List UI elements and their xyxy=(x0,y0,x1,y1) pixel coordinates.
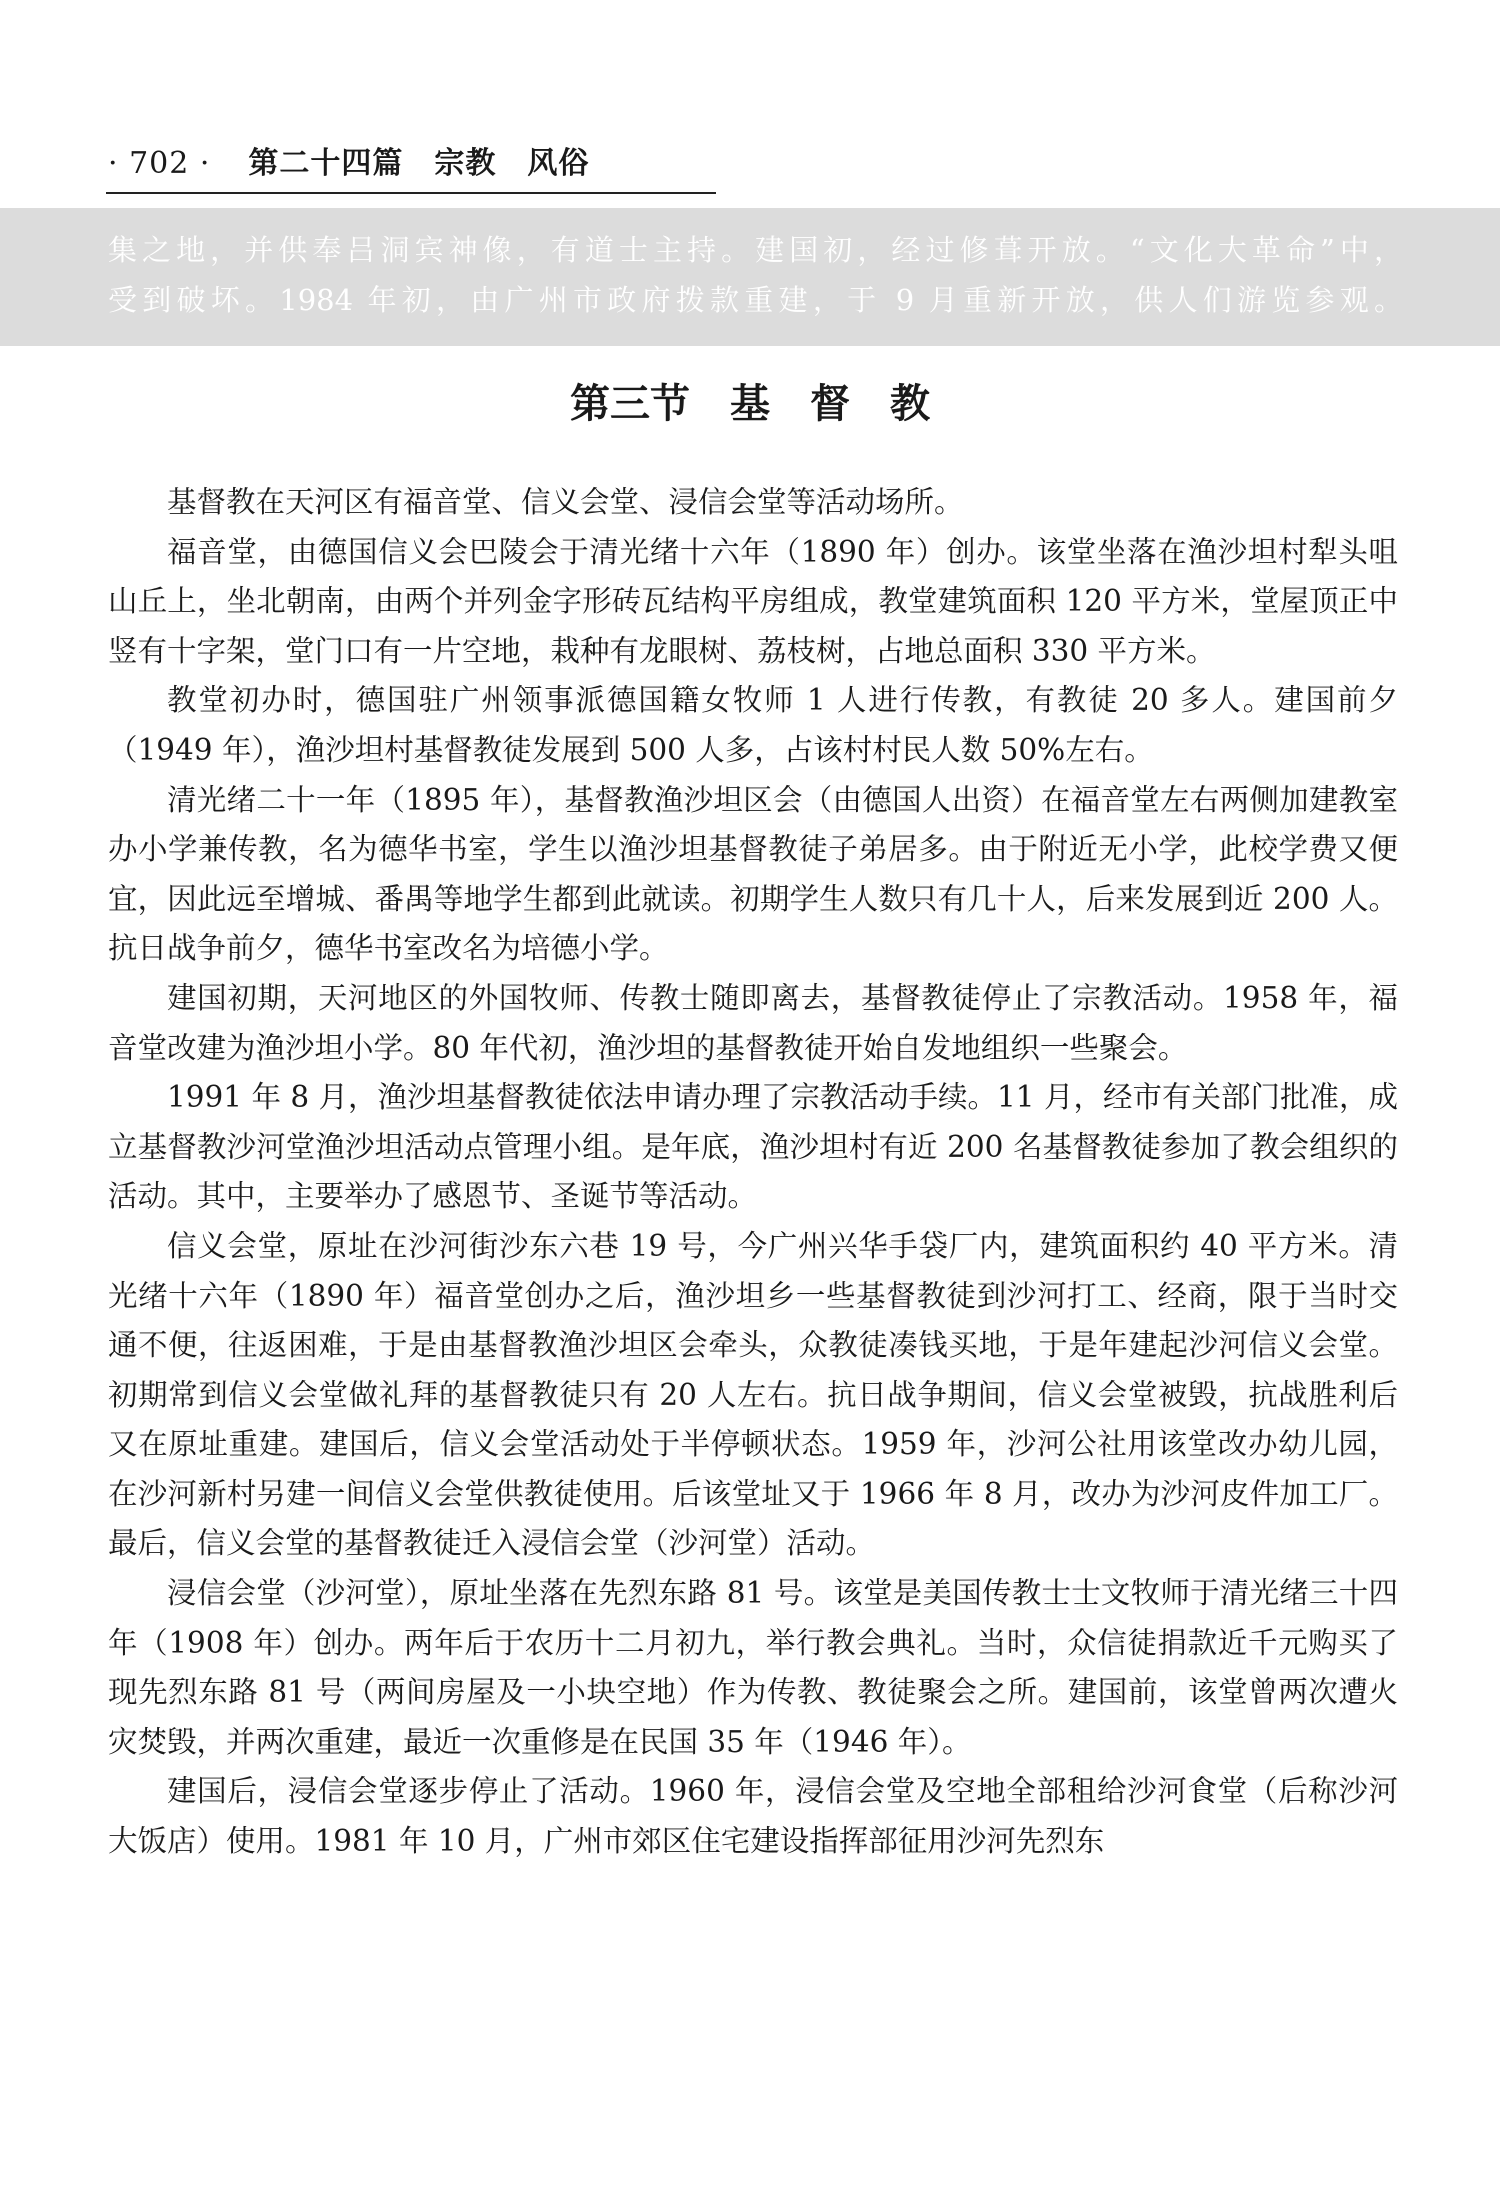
paragraph: 1991 年 8 月，渔沙坦基督教徒依法申请办理了宗教活动手续。11 月，经市有关部门批准，成立基督教沙河堂渔沙坦活动点管理小组。是年底，渔沙坦村有近 200 名基督教徒参加了教会组织的活动。其中，主要举办了感恩节、圣诞节等活动。 xyxy=(108,1080,1398,1214)
excerpt-line: 集之地，并供奉吕洞宾神像，有道士主持。建国初，经过修葺开放。“文化大革命”中， xyxy=(108,233,1403,267)
section-title: 第三节 基 督 教 xyxy=(570,381,930,427)
paragraph: 教堂初办时，德国驻广州领事派德国籍女牧师 1 人进行传教，有教徒 20 多人。建国前夕（1949 年），渔沙坦村基督教徒发展到 500 人多，占该村村民人数 50%左右。 xyxy=(108,683,1398,767)
excerpt-line: 受到破坏。1984 年初，由广州市政府拨款重建，于 9 月重新开放，供人们游览参观。 xyxy=(108,283,1403,317)
previous-section-excerpt xyxy=(0,208,1500,346)
paragraph: 浸信会堂（沙河堂），原址坐落在先烈东路 81 号。该堂是美国传教士士文牧师于清光绪三十四年（1908 年）创办。两年后于农历十二月初九，举行教会典礼。当时，众信徒捐款近千元购买了现先烈东路 81 号（两间房屋及一小块空地）作为传教、教徒聚会之所。建国前，该堂曾两次遭火灾焚毁，并两次重建，最近一次重修是在民国 35 年（1946 年）。 xyxy=(108,1576,1398,1759)
page-number: · 702 · xyxy=(108,146,211,181)
body-text xyxy=(108,478,1398,1867)
header-rule xyxy=(106,192,716,194)
paragraph: 信义会堂，原址在沙河街沙东六巷 19 号，今广州兴华手袋厂内，建筑面积约 40 平方米。清光绪十六年（1890 年）福音堂创办之后，渔沙坦乡一些基督教徒到沙河打工、经商，限于当时交通不便，往返困难，于是由基督教渔沙坦区会牵头，众教徒凑钱买地，于是年建起沙河信义会堂。初期常到信义会堂做礼拜的基督教徒只有 20 人左右。抗日战争期间，信义会堂被毁，抗战胜利后又在原址重建。建国后，信义会堂活动处于半停顿状态。1959 年，沙河公社用该堂改办幼儿园，在沙河新村另建一间信义会堂供教徒使用。后该堂址又于 1966 年 8 月，改办为沙河皮件加工厂。最后，信义会堂的基督教徒迁入浸信会堂（沙河堂）活动。 xyxy=(108,1228,1398,1561)
paragraph: 清光绪二十一年（1895 年），基督教渔沙坦区会（由德国人出资）在福音堂左右两侧加建教室办小学兼传教，名为德华书室，学生以渔沙坦基督教徒子弟居多。由于附近无小学，此校学费又便宜，因此远至增城、番禺等地学生都到此就读。初期学生人数只有几十人，后来发展到近 200 人。抗日战争前夕，德华书室改名为培德小学。 xyxy=(108,782,1398,966)
running-header xyxy=(108,138,589,182)
paragraph: 基督教在天河区有福音堂、信义会堂、浸信会堂等活动场所。 xyxy=(167,485,964,519)
paragraph: 建国后，浸信会堂逐步停止了活动。1960 年，浸信会堂及空地全部租给沙河食堂（后称沙河大饭店）使用。1981 年 10 月，广州市郊区住宅建设指挥部征用沙河先烈东 xyxy=(108,1774,1398,1859)
chapter-title: 第二十四篇 宗教 风俗 xyxy=(248,146,590,181)
paragraph: 福音堂，由德国信义会巴陵会于清光绪十六年（1890 年）创办。该堂坐落在渔沙坦村犁头咀山丘上，坐北朝南，由两个并列金字形砖瓦结构平房组成，教堂建筑面积 120 平方米，堂屋顶正中竖有十字架，堂门口有一片空地，栽种有龙眼树、荔枝树，占地总面积 330 平方米。 xyxy=(108,534,1398,668)
paragraph: 建国初期，天河地区的外国牧师、传教士随即离去，基督教徒停止了宗教活动。1958 年，福音堂改建为渔沙坦小学。80 年代初，渔沙坦的基督教徒开始自发地组织一些聚会。 xyxy=(108,980,1398,1065)
